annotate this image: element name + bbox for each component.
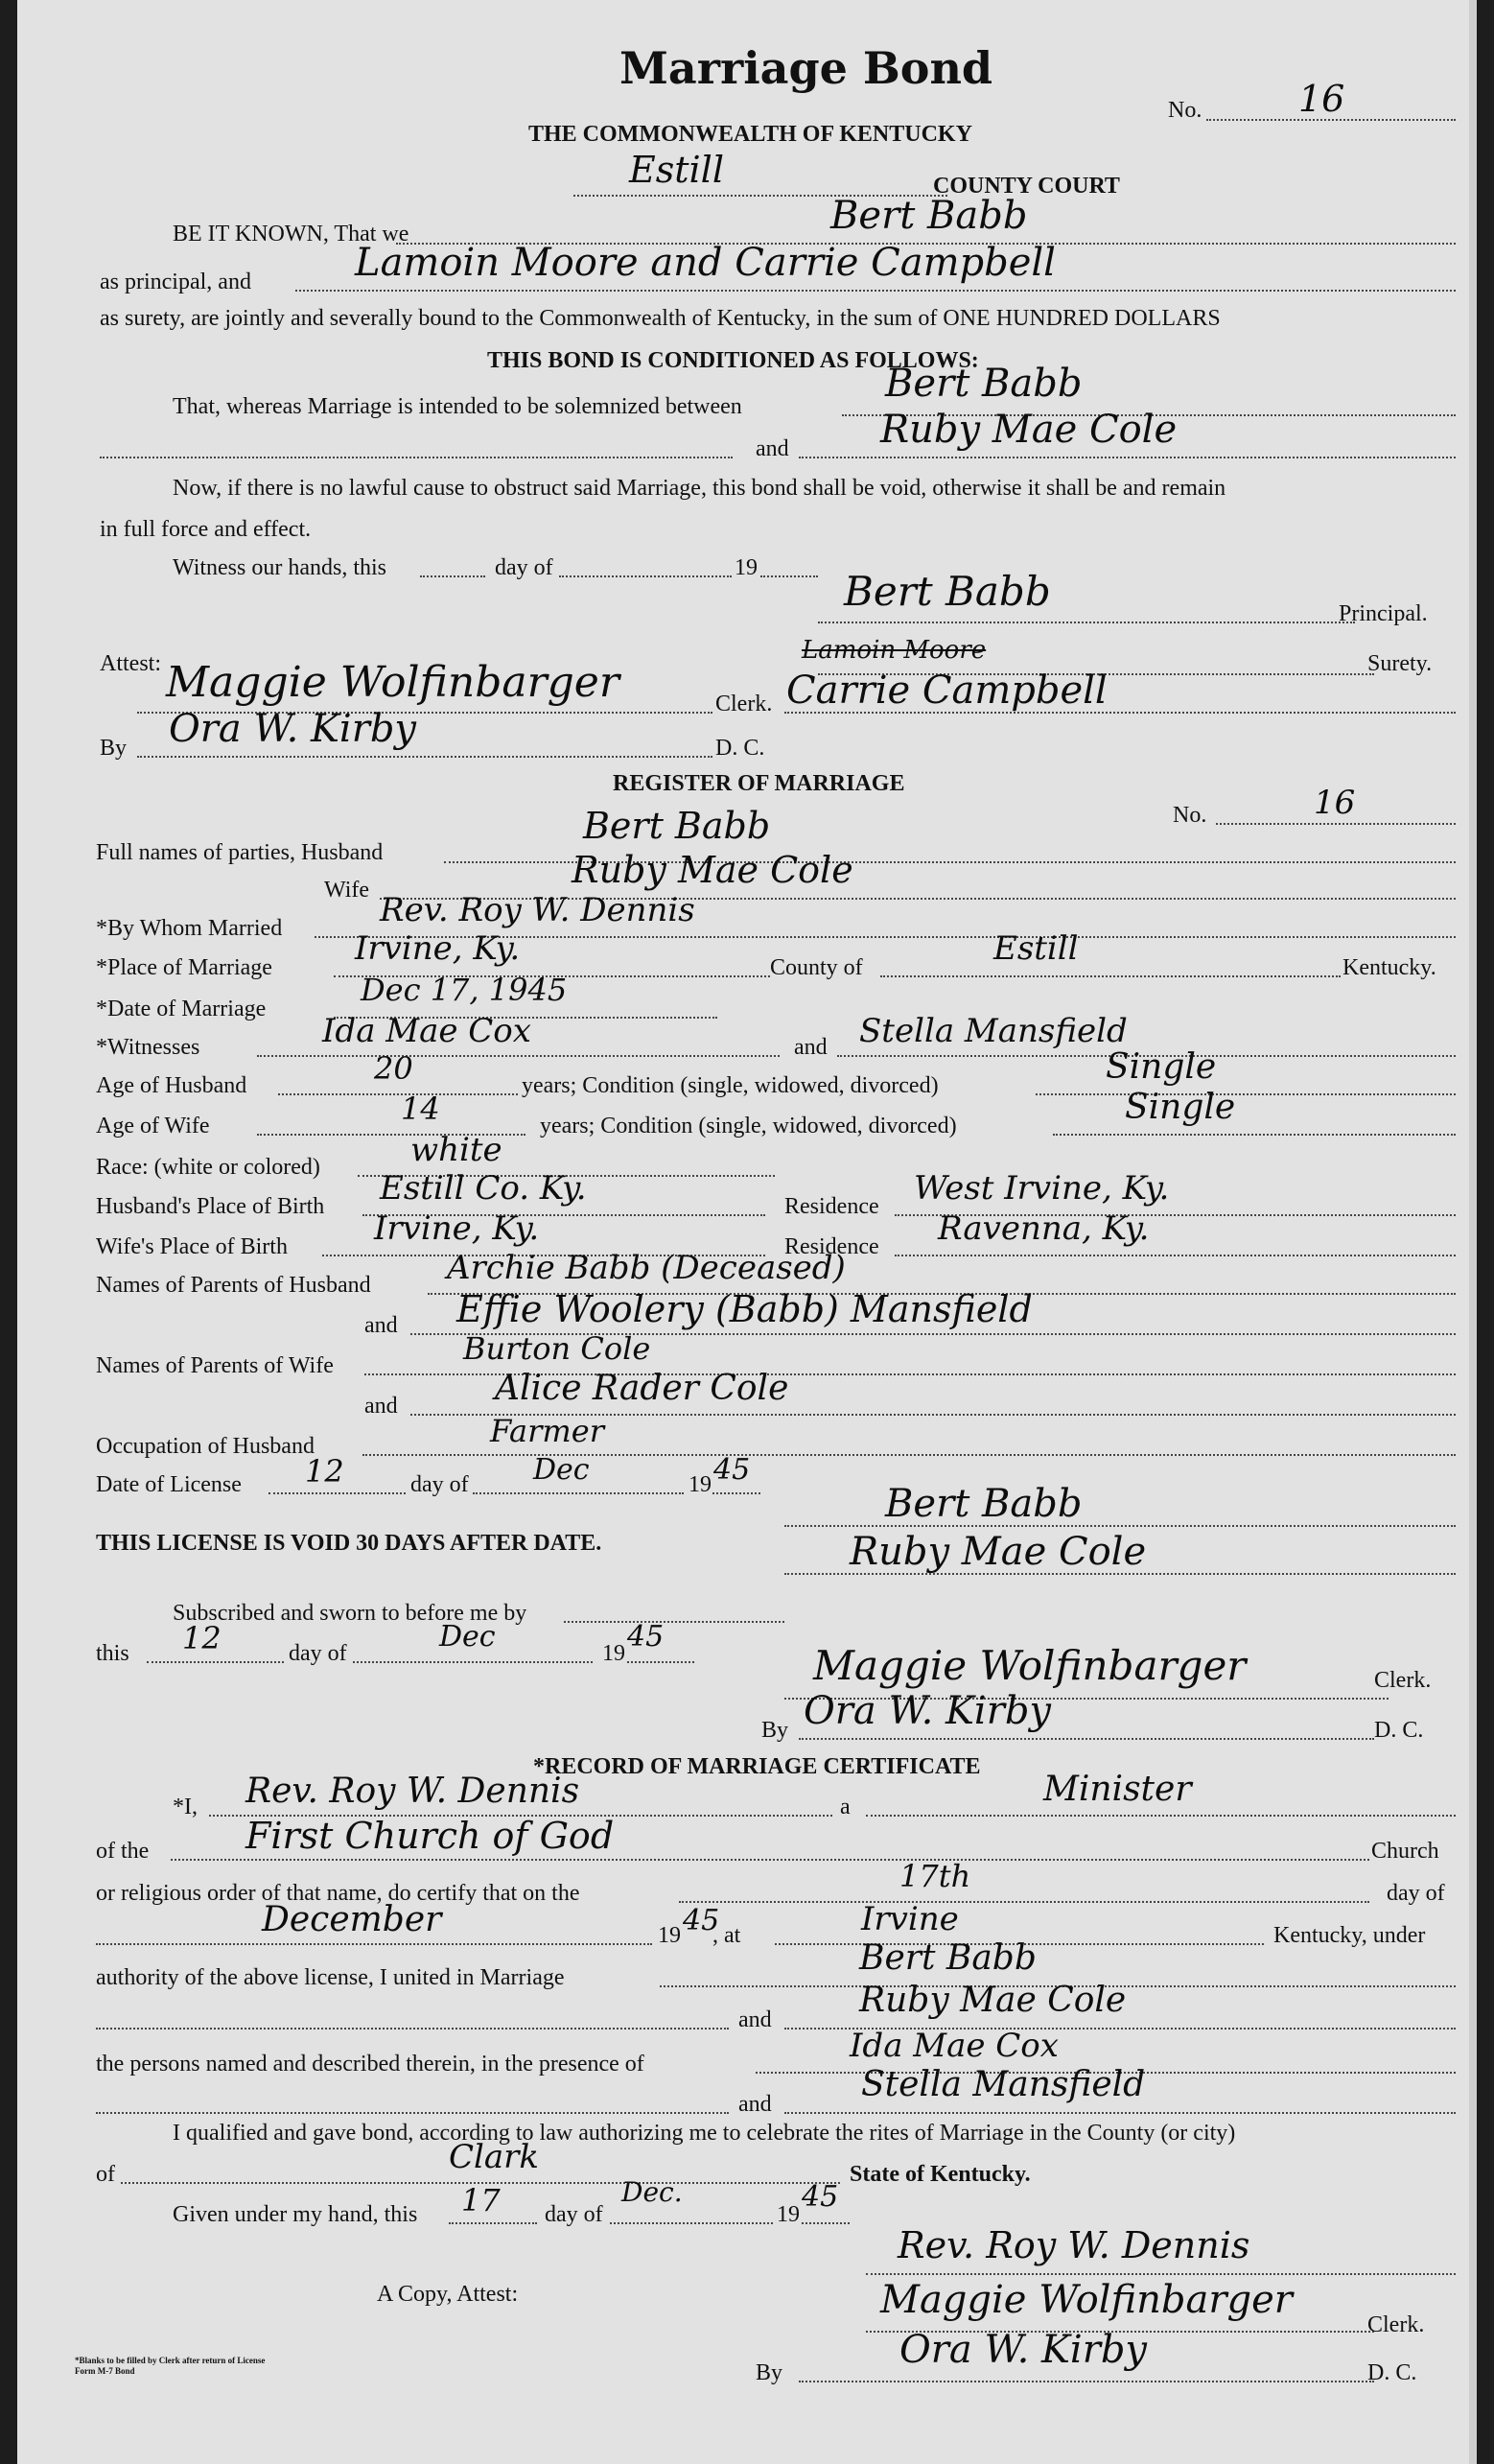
cert-at-label: , at — [712, 1923, 741, 1948]
cert-given-day-of: day of — [545, 2202, 603, 2227]
bond-no-value: 16 — [1298, 78, 1345, 120]
principal-label: Principal. — [1339, 601, 1428, 626]
cert-day-of: day of — [1387, 1881, 1445, 1906]
bond-principal-value: Bert Babb — [830, 194, 1028, 238]
register-county-value: Estill — [993, 929, 1079, 968]
cert-officiant: Rev. Roy W. Dennis — [245, 1772, 580, 1811]
wife-label: Wife — [324, 878, 370, 903]
footnote-line1: *Blanks to be filled by Clerk after return of License — [75, 2356, 266, 2365]
as-principal-label: as principal, and — [100, 270, 251, 294]
register-no-value: 16 — [1314, 784, 1356, 822]
by-whom-label: *By Whom Married — [96, 916, 283, 941]
sworn-day-of: day of — [289, 1641, 347, 1666]
parents-husband-and: and — [364, 1313, 398, 1338]
husband-residence-label: Residence — [784, 1194, 879, 1219]
principal-signature: Bert Babb — [844, 568, 1051, 615]
husband-residence-value: West Irvine, Ky. — [914, 1169, 1170, 1208]
register-dc-label: D. C. — [1374, 1718, 1424, 1743]
bond-party2: Ruby Mae Cole — [880, 408, 1178, 452]
husband-name: Bert Babb — [583, 805, 771, 847]
license-day: 12 — [305, 1453, 344, 1490]
parent-wife-1: Burton Cole — [463, 1330, 651, 1367]
cert-state: State of Kentucky. — [850, 2162, 1031, 2187]
cert-year-prefix: 19 — [658, 1923, 681, 1948]
bond-dc-signature: Ora W. Kirby — [169, 707, 417, 751]
surety1-signature: Lamoin Moore — [802, 636, 987, 665]
age-husband-label: Age of Husband — [96, 1073, 247, 1098]
cert-qualified: I qualified and gave bond, according to law authorizing me to celebrate the rites of Marriage in the County (or city) — [173, 2121, 1236, 2146]
bond-county-value: Estill — [629, 149, 724, 191]
witness-our-hands: Witness our hands, this — [173, 555, 387, 580]
copy-attest: A Copy, Attest: — [377, 2282, 519, 2307]
wife-residence-label: Residence — [784, 1234, 879, 1259]
husband-birth-value: Estill Co. Ky. — [380, 1169, 587, 1208]
place-value: Irvine, Ky. — [355, 929, 521, 968]
bond-by-label: By — [100, 736, 128, 761]
cert-witness1: Ida Mae Cox — [850, 2027, 1059, 2065]
by-whom-value: Rev. Roy W. Dennis — [380, 891, 695, 929]
cert-dc-signature: Ora W. Kirby — [899, 2328, 1148, 2372]
parents-wife-label: Names of Parents of Wife — [96, 1353, 334, 1378]
cert-day: 17th — [899, 1858, 971, 1894]
race-value: white — [410, 1131, 502, 1169]
condition-wife-value: Single — [1125, 1088, 1236, 1127]
bond-surety-value: Lamoin Moore and Carrie Campbell — [355, 241, 1056, 285]
bond-year-prefix: 19 — [735, 555, 758, 580]
cert-and-1: and — [738, 2007, 772, 2032]
race-label: Race: (white or colored) — [96, 1155, 320, 1180]
surety2-signature: Carrie Campbell — [786, 669, 1108, 713]
whereas-text: That, whereas Marriage is intended to be solemnized between — [173, 394, 742, 419]
certificate-title: *RECORD OF MARRIAGE CERTIFICATE — [533, 1754, 981, 1779]
now-line2: in full force and effect. — [100, 517, 312, 542]
register-clerk-label: Clerk. — [1374, 1668, 1432, 1693]
cert-presence: the persons named and described therein, in the presence of — [96, 2052, 644, 2077]
sworn-day: 12 — [182, 1620, 222, 1656]
cert-witness2: Stella Mansfield — [861, 2065, 1146, 2104]
now-line1: Now, if there is no lawful cause to obstruct said Marriage, this bond shall be void, otherwise it shall be and remain — [173, 476, 1226, 501]
parent-wife-2: Alice Rader Cole — [495, 1369, 789, 1408]
age-wife-label: Age of Wife — [96, 1114, 210, 1138]
cert-given-month: Dec. — [621, 2176, 683, 2208]
bond-and-label: and — [756, 436, 789, 461]
license-year: 45 — [713, 1453, 751, 1487]
attest-label: Attest: — [100, 651, 161, 676]
surety-text: as surety, are jointly and severally bound to the Commonwealth of Kentucky, in the sum of ONE HUNDRED DOLLARS — [100, 306, 1221, 331]
place-label: *Place of Marriage — [96, 955, 272, 980]
register-dc-signature: Ora W. Kirby — [804, 1689, 1052, 1733]
void-notice: THIS LICENSE IS VOID 30 DAYS AFTER DATE. — [96, 1531, 602, 1556]
county-of-label: County of — [770, 955, 863, 980]
cert-a-label: a — [840, 1795, 851, 1819]
register-no-label: No. — [1173, 803, 1207, 828]
conditioned-heading: THIS BOND IS CONDITIONED AS FOLLOWS: — [487, 348, 979, 373]
bond-day-of: day of — [495, 555, 553, 580]
cert-of-the-label: of the — [96, 1839, 150, 1864]
cert-of-label: of — [96, 2162, 115, 2187]
occupation-label: Occupation of Husband — [96, 1434, 315, 1459]
cert-dc-label: D. C. — [1367, 2360, 1417, 2385]
husband-birth-label: Husband's Place of Birth — [96, 1194, 325, 1219]
license-day-of: day of — [410, 1472, 469, 1497]
cert-church-label: Church — [1371, 1839, 1439, 1864]
cert-county: Clark — [449, 2138, 540, 2176]
husband-sworn-signature: Bert Babb — [885, 1482, 1083, 1526]
cert-by-label: By — [756, 2360, 783, 2385]
cert-given-year-prefix: 19 — [777, 2202, 800, 2227]
wife-sworn-signature: Ruby Mae Cole — [850, 1530, 1147, 1574]
cert-clerk-label: Clerk. — [1367, 2312, 1425, 2337]
bond-party1: Bert Babb — [885, 362, 1083, 406]
wife-name: Ruby Mae Cole — [572, 849, 853, 891]
cert-month: December — [262, 1900, 442, 1939]
cert-and-2: and — [738, 2092, 772, 2117]
register-by-label: By — [761, 1718, 789, 1743]
witnesses-label: *Witnesses — [96, 1035, 200, 1060]
bond-dc-label: D. C. — [715, 736, 765, 761]
condition-wife-label: years; Condition (single, widowed, divorced) — [540, 1114, 957, 1138]
sworn-this-label: this — [96, 1641, 129, 1666]
footnote-line2: Form M-7 Bond — [75, 2366, 135, 2376]
cert-given-year: 45 — [802, 2180, 839, 2214]
sworn-year: 45 — [627, 1620, 665, 1654]
age-wife-value: 14 — [401, 1091, 440, 1127]
cert-party2: Ruby Mae Cole — [859, 1981, 1127, 2020]
license-month: Dec — [533, 1453, 590, 1487]
register-witness2: Stella Mansfield — [859, 1012, 1128, 1050]
wife-residence-value: Ravenna, Ky. — [938, 1209, 1150, 1248]
sworn-year-prefix: 19 — [602, 1641, 625, 1666]
marriage-bond-document — [17, 0, 1477, 2464]
husband-label: Full names of parties, Husband — [96, 840, 384, 865]
commonwealth-heading: THE COMMONWEALTH OF KENTUCKY — [528, 122, 972, 147]
register-clerk-signature: Maggie Wolfinbarger — [813, 1642, 1247, 1689]
condition-husband-label: years; Condition (single, widowed, divorced) — [522, 1073, 939, 1098]
parent-husband-2: Effie Woolery (Babb) Mansfield — [456, 1288, 1033, 1330]
license-date-label: Date of License — [96, 1472, 242, 1497]
surety-label: Surety. — [1367, 651, 1433, 676]
county-court-label: COUNTY COURT — [933, 174, 1120, 199]
wife-birth-value: Irvine, Ky. — [374, 1209, 540, 1248]
officiant-signature: Rev. Roy W. Dennis — [898, 2224, 1250, 2266]
cert-place: Irvine — [861, 1900, 959, 1938]
occupation-value: Farmer — [490, 1413, 604, 1449]
cert-given-day: 17 — [461, 2182, 501, 2218]
bond-no-label: No. — [1168, 98, 1202, 123]
parents-wife-and: and — [364, 1394, 398, 1419]
register-witness1: Ida Mae Cox — [322, 1012, 531, 1050]
cert-party1: Bert Babb — [859, 1938, 1037, 1978]
license-year-prefix: 19 — [689, 1472, 712, 1497]
date-of-marriage-label: *Date of Marriage — [96, 997, 267, 1021]
wife-birth-label: Wife's Place of Birth — [96, 1234, 288, 1259]
cert-authority: authority of the above license, I united in Marriage — [96, 1965, 565, 1990]
parent-husband-1: Archie Babb (Deceased) — [447, 1249, 846, 1287]
condition-husband-value: Single — [1106, 1047, 1217, 1087]
cert-role: Minister — [1043, 1770, 1192, 1809]
bond-clerk-label: Clerk. — [715, 692, 773, 716]
cert-church-name: First Church of God — [245, 1815, 615, 1857]
cert-kentucky-under: Kentucky, under — [1273, 1923, 1426, 1948]
parents-husband-label: Names of Parents of Husband — [96, 1273, 371, 1298]
cert-religious-order: or religious order of that name, do certify that on the — [96, 1881, 580, 1906]
bond-title: Marriage Bond — [619, 42, 993, 94]
kentucky-label: Kentucky. — [1342, 955, 1436, 980]
cert-year: 45 — [683, 1904, 720, 1937]
register-title: REGISTER OF MARRIAGE — [613, 771, 905, 796]
be-it-known: BE IT KNOWN, That we — [173, 222, 409, 246]
age-husband-value: 20 — [374, 1050, 413, 1087]
cert-clerk-signature: Maggie Wolfinbarger — [880, 2278, 1293, 2322]
bond-clerk-signature: Maggie Wolfinbarger — [166, 658, 619, 707]
register-witness-and: and — [794, 1035, 828, 1060]
subscribed-text: Subscribed and sworn to before me by — [173, 1601, 527, 1626]
cert-i-label: *I, — [173, 1795, 198, 1819]
sworn-month: Dec — [439, 1620, 496, 1654]
date-of-marriage-value: Dec 17, 1945 — [361, 972, 568, 1008]
cert-given: Given under my hand, this — [173, 2202, 418, 2227]
